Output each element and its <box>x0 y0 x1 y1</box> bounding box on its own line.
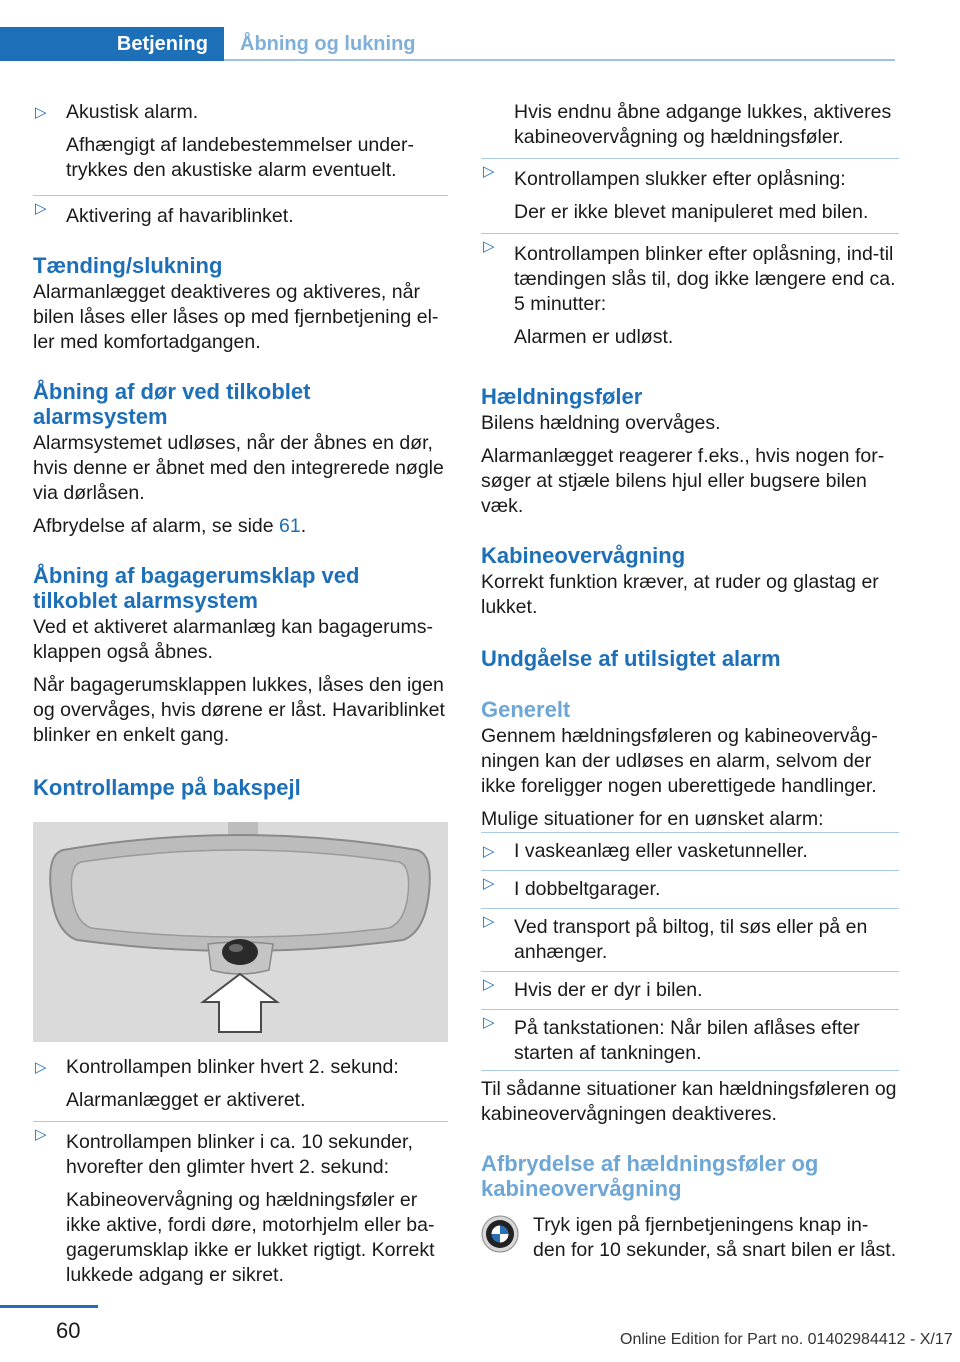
situation-list <box>481 833 899 1071</box>
paragraph: Alarmanlægget deaktiveres og aktiveres, når bilen låses eller låses op med fjernbetjening el-ler med komfortadgangen. <box>33 281 439 353</box>
mirror-illustration <box>33 822 448 1042</box>
bullet-triangle-icon: ▷ <box>483 163 495 180</box>
paragraph: Til sådanne situationer kan hældningsføleren og kabineovervågningen deaktiveres. <box>481 1078 897 1125</box>
list-item-text: I dobbeltgarager. <box>514 878 661 900</box>
heading-taending: Tænding/slukning <box>33 253 223 278</box>
list-item <box>33 1122 448 1180</box>
bullet-text <box>33 1180 448 1288</box>
bullet-triangle-icon: ▷ <box>35 1126 47 1143</box>
heading-generelt: Generelt <box>481 697 571 722</box>
footer-divider <box>0 1305 98 1308</box>
bullet-body: Alarmen er udløst. <box>514 326 674 348</box>
bullet-triangle-icon: ▷ <box>483 875 495 892</box>
section-tab: Betjening <box>0 27 224 61</box>
list-item <box>481 234 899 317</box>
heading-haeld: Hældningsføler <box>481 384 643 409</box>
bullet-title: Akustisk alarm. <box>66 101 199 123</box>
heading-doer: Åbning af dør ved tilkoblet alarmsystem <box>33 379 311 429</box>
paragraph: Når bagagerumsklappen lukkes, låses den igen og overvåges, hvis dørene er låst. Havariblinket blinker en enkelt gang. <box>33 674 445 746</box>
list-item <box>481 159 899 192</box>
heading-kabine: Kabineovervågning <box>481 543 686 568</box>
page-header <box>0 27 895 61</box>
paragraph: Korrekt funktion kræver, at ruder og glastag er lukket. <box>481 571 879 618</box>
bullet-text <box>33 133 448 196</box>
bullet-triangle-icon: ▷ <box>483 238 495 255</box>
bullet-body: Afhængigt af landebestemmelser under-trykkes den akustiske alarm eventuelt. <box>66 134 414 181</box>
bullet-title: Kontrollampen blinker hvert 2. sekund: <box>66 1056 399 1078</box>
bullet-title: Kontrollampen slukker efter oplåsning: <box>514 168 846 190</box>
bullet-triangle-icon: ▷ <box>483 913 495 930</box>
heading-kontrol: Kontrollampe på bakspejl <box>33 775 301 800</box>
bullet-body: Kabineovervågning og hældningsføler er ikke aktive, fordi døre, motorhjelm eller ba-gagerumsklap ikke er lukket rigtigt. Korrekt lukkede adgang er sikret. <box>66 1189 435 1286</box>
page-link[interactable]: 61 <box>279 515 301 537</box>
bullet-text <box>481 317 899 350</box>
paragraph: Gennem hældningsføleren og kabineovervåg-ningen kan der udløses en alarm, selvom der ikke foreligger nogen uberettigede handlinger. <box>481 725 878 797</box>
bullet-title: Kontrollampen blinker efter oplåsning, ind-til tændingen slås til, dog ikke længere end ca. 5 minutter: <box>514 243 896 315</box>
paragraph: Bilens hældning overvåges. <box>481 412 721 434</box>
bullet-triangle-icon: ▷ <box>483 843 495 860</box>
bullet-text <box>481 192 899 234</box>
left-column <box>33 100 448 800</box>
list-item <box>481 839 899 871</box>
paragraph <box>33 514 448 539</box>
edition-text: Online Edition for Part no. 01402984412 - X/17 <box>620 1331 953 1348</box>
page-number: 60 <box>56 1318 81 1343</box>
text: . <box>300 515 307 537</box>
bullet-triangle-icon: ▷ <box>35 200 47 217</box>
list-item-text: På tankstationen: Når bilen aflåses efter starten af tankningen. <box>514 1017 860 1064</box>
remote-instruction <box>481 1213 899 1263</box>
subsection-tab: Åbning og lukning <box>240 32 416 55</box>
bullet-body: Der er ikke blevet manipuleret med bilen. <box>514 201 869 223</box>
left-column-lower <box>33 1055 448 1288</box>
list-item <box>33 196 448 229</box>
header-divider <box>224 59 895 61</box>
list-item <box>481 972 899 1010</box>
list-item <box>481 1010 899 1071</box>
list-item-text: I vaskeanlæg eller vasketunneller. <box>514 840 808 862</box>
paragraph: Mulige situationer for en uønsket alarm: <box>481 807 899 833</box>
bullet-text <box>33 1080 448 1122</box>
text: Afbrydelse af alarm, se side <box>33 515 280 537</box>
paragraph: Ved et aktiveret alarmanlæg kan bagagerums-klappen også åbnes. <box>33 616 433 663</box>
rear-mirror-image <box>33 822 448 1042</box>
heading-afbrydelse: Afbrydelse af hældningsføler og kabineovervågning <box>481 1151 819 1201</box>
bmw-remote-button-icon <box>481 1215 519 1253</box>
list-item-text: Hvis der er dyr i bilen. <box>514 979 703 1001</box>
bullet-triangle-icon: ▷ <box>35 104 47 121</box>
paragraph: Alarmanlægget reagerer f.eks., hvis nogen for-søger at stjæle bilens hjul eller bugsere bilen væk. <box>481 445 885 517</box>
bullet-title: Kontrollampen blinker i ca. 10 sekunder, hvorefter den glimter hvert 2. sekund: <box>66 1131 413 1178</box>
bullet-body: Alarmanlægget er aktiveret. <box>66 1089 306 1111</box>
list-item <box>33 100 448 133</box>
right-column <box>481 100 899 1263</box>
heading-bagage: Åbning af bagagerumsklap ved tilkoblet alarmsystem <box>33 563 360 613</box>
bullet-triangle-icon: ▷ <box>483 1014 495 1031</box>
bullet-body: Hvis endnu åbne adgange lukkes, aktiveres kabineovervågning og hældningsføler. <box>514 101 892 148</box>
list-item <box>33 1055 448 1080</box>
paragraph: Alarmsystemet udløses, når der åbnes en dør, hvis denne er åbnet med den integrerede nøgle via dørlåsen. <box>33 432 444 504</box>
list-item <box>481 871 899 909</box>
paragraph: Tryk igen på fjernbetjeningens knap in-den for 10 sekunder, så snart bilen er låst. <box>533 1214 897 1261</box>
list-item <box>481 909 899 972</box>
bullet-text <box>481 100 899 159</box>
bullet-triangle-icon: ▷ <box>35 1059 47 1076</box>
heading-undgaaelse: Undgåelse af utilsigtet alarm <box>481 646 781 671</box>
bullet-title: Aktivering af havariblinket. <box>66 205 294 227</box>
list-item-text: Ved transport på biltog, til søs eller på en anhænger. <box>514 916 868 963</box>
bullet-triangle-icon: ▷ <box>483 976 495 993</box>
